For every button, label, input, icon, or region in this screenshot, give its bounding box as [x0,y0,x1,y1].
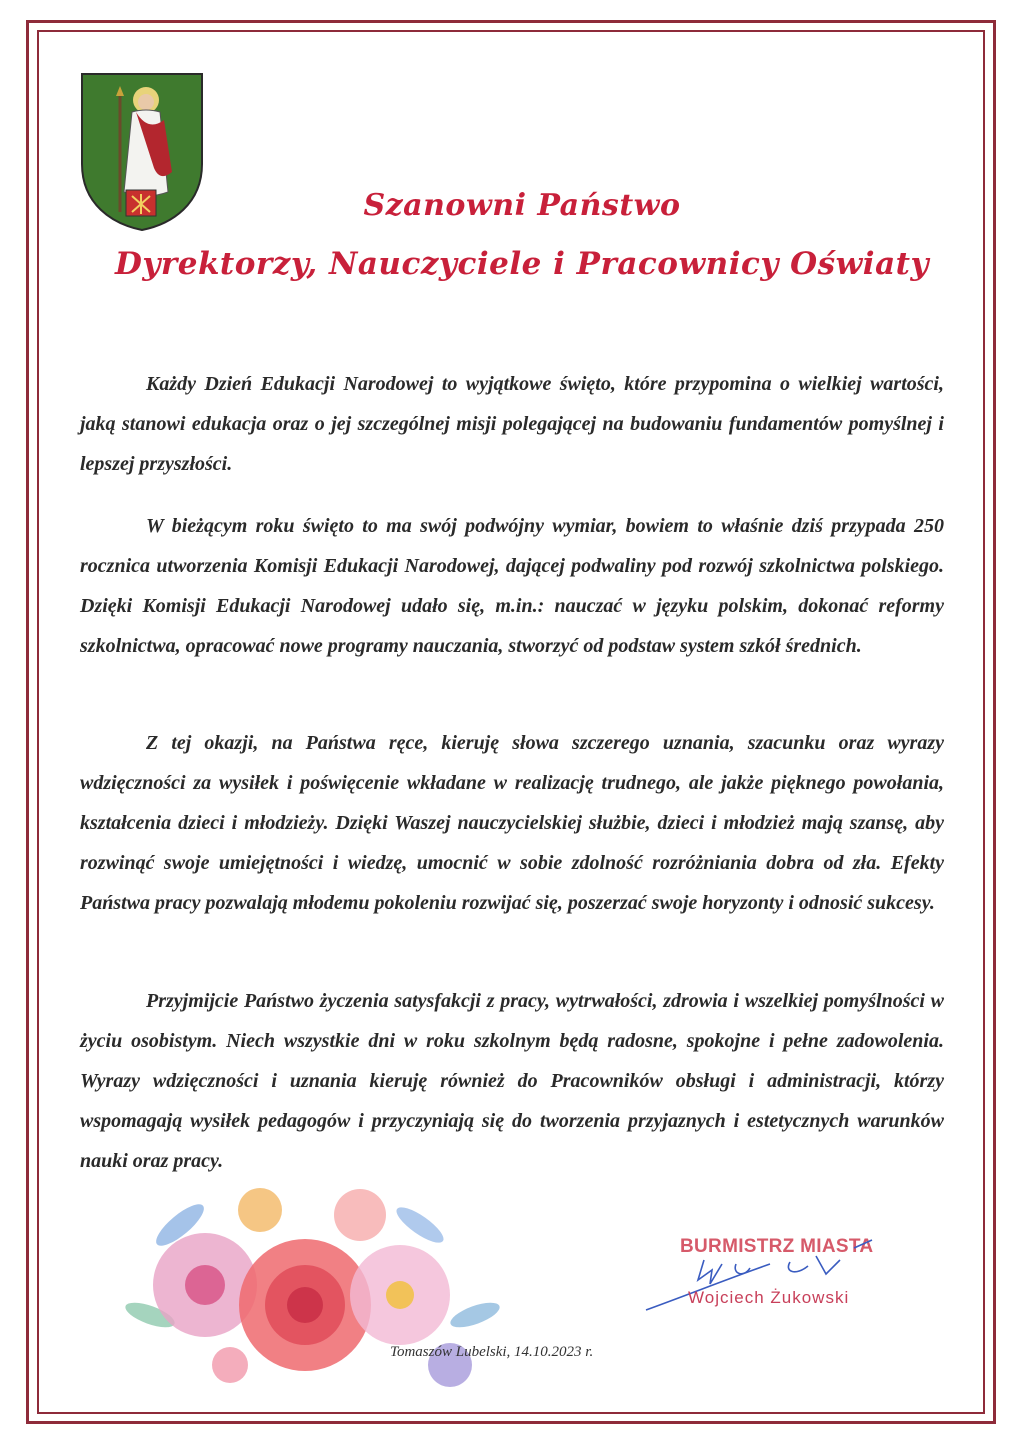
letter-paragraph-1: Każdy Dzień Edukacji Narodowej to wyjątkowe święto, które przypomina o wielkiej wartości, jaką stanowi edukacja oraz o jej szczególnej misji polegającej na budowaniu fundamentów pomyślnej i lepszej przyszłości. [80,373,944,475]
letter-paragraph-2: W bieżącym roku święto to ma swój podwójny wymiar, bowiem to właśnie dziś przypada 250 rocznica utworzenia Komisji Edukacji Narodowej, dającej podwaliny pod rozwój szkolnictwa polskiego. Dzięki Komisji Edukacji Narodowej udało się, m.in.: nauczać w języku polskim, dokonać reformy szkolnictwa, opracować nowe programy nauczania, stworzyć od podstaw system szkół średnich. [80,515,944,657]
letter-paragraph-4: Przyjmijcie Państwo życzenia satysfakcji z pracy, wytrwałości, zdrowia i wszelkiej pomyślności w życiu osobistym. Niech wszystkie dni w roku szkolnym będą radosne, spokojne i pełne zadowolenia. Wyrazy wdzięczności i uznania kieruję również do Pracowników obsługi i administracji, którzy wspomagają wysiłek pedagogów i przyczyniają się do tworzenia przyjaznych i estetycznych warunków nauki oraz pracy. [80,990,944,1172]
greeting-subtitle: Dyrektorzy, Nauczyciele i Pracownicy Oświaty [115,246,929,282]
signature-name: Wojciech Żukowski [688,1288,850,1307]
greeting-title: Szanowni Państwo [363,188,681,223]
flower-bouquet-icon [120,1165,510,1405]
place-and-date: Tomaszów Lubelski, 14.10.2023 r. [390,1344,594,1360]
handwritten-signature-icon [640,1234,900,1324]
signature-title: BURMISTRZ MIASTA [680,1236,874,1257]
letter-paragraph-3: Z tej okazji, na Państwa ręce, kieruję słowa szczerego uznania, szacunku oraz wyrazy wdzięczności za wysiłek i poświęcenie wkładane w realizację trudnego, ale jakże pięknego powołania, kształcenia dzieci i młodzieży. Dzięki Waszej nauczycielskiej służbie, dzieci i młodzież mają szansę, aby rozwinąć swoje umiejętności i wiedzę, umocnić w sobie zdolność rozróżniania dobra od zła. Efekty Państwa pracy pozwalają młodemu pokoleniu rozwijać się, poszerzać swoje horyzonty i odnosić sukcesy. [80,732,944,914]
signature-block [640,1234,900,1324]
